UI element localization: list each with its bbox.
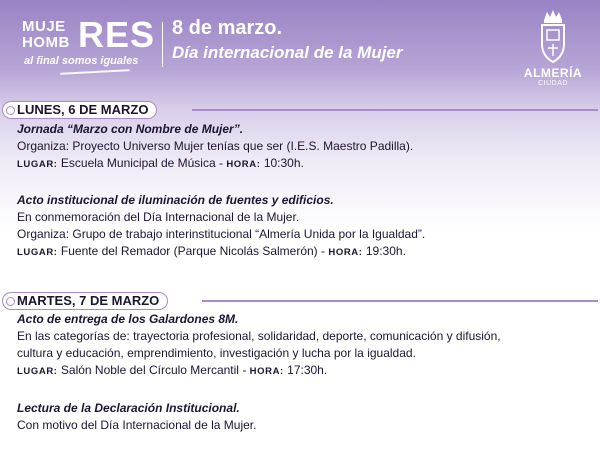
logo-word-1: MUJE	[22, 18, 66, 35]
coat-of-arms-icon	[538, 8, 568, 64]
lugar-label: LUGAR:	[17, 366, 58, 377]
day-label: LUNES, 6 DE MARZO	[2, 101, 157, 119]
event-line: Con motivo del Día Internacional de la Mujer.	[17, 418, 257, 432]
header-date: 8 de marzo.	[172, 17, 283, 39]
logo-word-2: HOMB	[22, 34, 70, 51]
event-line: Organiza: Proyecto Universo Mujer tenías que ser (I.E.S. Maestro Padilla).	[17, 139, 414, 153]
event-4	[17, 400, 256, 434]
lugar-value: Salón Noble del Círculo Mercantil	[60, 363, 239, 377]
city-name: ALMERÍA	[523, 66, 583, 80]
lugar-label: LUGAR:	[17, 159, 58, 170]
event-title: Lectura de la Declaración Institucional.	[17, 401, 240, 415]
event-title: Jornada “Marzo con Nombre de Mujer”.	[17, 122, 244, 136]
logo-small-text	[22, 19, 70, 51]
event-line: Organiza: Grupo de trabajo interinstitucional “Almería Unida por la Igualdad”.	[17, 227, 426, 241]
event-place-time: LUGAR: Escuela Municipal de Música - HORA: 10:30h.	[17, 156, 304, 170]
hora-value: 10:30h.	[263, 156, 304, 170]
event-2	[17, 192, 425, 261]
event-3	[17, 311, 501, 380]
hora-label: HORA:	[328, 247, 363, 258]
hora-value: 19:30h.	[365, 244, 406, 258]
lugar-value: Fuente del Remador (Parque Nicolás Salmerón)	[60, 244, 318, 258]
event-place-time: LUGAR: Salón Noble del Círculo Mercantil - HORA: 17:30h.	[17, 363, 328, 377]
header	[0, 0, 600, 92]
lugar-value: Escuela Municipal de Música	[60, 156, 216, 170]
event-title: Acto institucional de iluminación de fuentes y edificios.	[17, 193, 334, 207]
lugar-label: LUGAR:	[17, 247, 58, 258]
timeline-line	[192, 109, 598, 111]
event-place-time: LUGAR: Fuente del Remador (Parque Nicolás Salmerón) - HORA: 19:30h.	[17, 244, 406, 258]
hora-label: HORA:	[226, 159, 261, 170]
logo-big-text: RES	[78, 14, 156, 55]
logo-tagline: al final somos iguales	[24, 55, 139, 67]
timeline-dot	[6, 297, 15, 306]
event-line: En las categorías de: trayectoria profesional, solidaridad, deporte, comunicación y difusión,	[17, 329, 501, 343]
event-line: En conmemoración del Día Internacional de la Mujer.	[17, 210, 300, 224]
event-line: cultura y educación, emprendimiento, investigación y lucha por la igualdad.	[17, 346, 416, 360]
event-title: Acto de entrega de los Galardones 8M.	[17, 312, 239, 326]
city-logo	[518, 6, 588, 90]
event-1	[17, 121, 413, 173]
header-subtitle: Día internacional de la Mujer	[172, 43, 403, 62]
timeline-dot	[6, 106, 15, 115]
day-label: MARTES, 7 DE MARZO	[2, 292, 168, 310]
hora-value: 17:30h.	[287, 363, 328, 377]
timeline-line	[202, 300, 598, 302]
city-sub: CIUDAD	[538, 80, 568, 87]
hora-label: HORA:	[249, 366, 284, 377]
header-divider	[162, 22, 163, 67]
logo-underline	[60, 69, 130, 75]
